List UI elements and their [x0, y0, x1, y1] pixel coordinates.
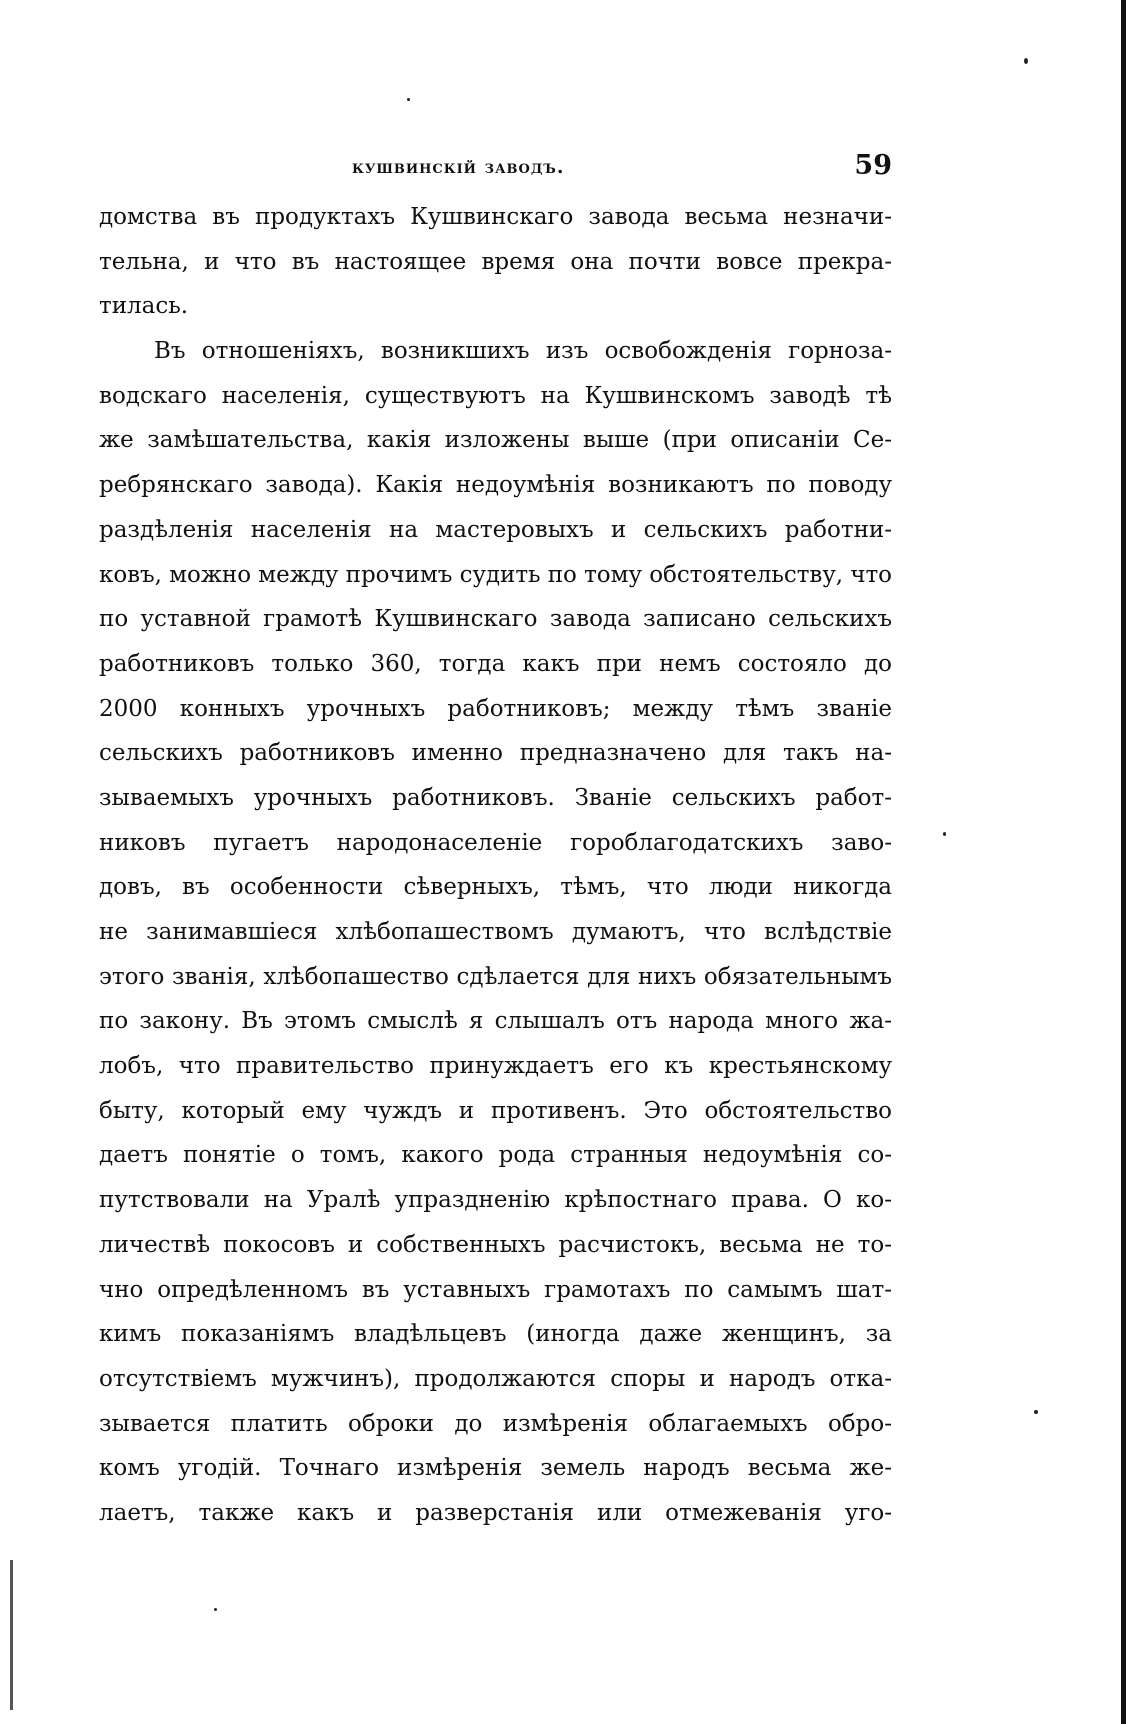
text-line: даетъ понятіе о томъ, какого рода странныя недоумѣнія со-: [99, 1142, 892, 1169]
ink-speck: [1034, 1410, 1038, 1414]
text-line: водскаго населенія, существуютъ на Кушвинскомъ заводѣ тѣ: [99, 382, 892, 409]
text-line: личествѣ покосовъ и собственныхъ расчистокъ, весьма не то-: [99, 1231, 892, 1258]
text-line: раздѣленія населенія на мастеровыхъ и сельскихъ работни-: [99, 516, 892, 543]
ink-speck: [1024, 58, 1028, 64]
text-line: кимъ показаніямъ владѣльцевъ (иногда даже женщинъ, за: [99, 1321, 892, 1348]
text-line: тилась.: [99, 293, 189, 320]
body-text: [99, 195, 892, 1536]
text-line: же замѣшательства, какія изложены выше (при описаніи Се-: [99, 427, 892, 454]
text-line: этого званія, хлѣбопашество сдѣлается для нихъ обязательнымъ: [99, 963, 892, 990]
text-line: работниковъ только 360, тогда какъ при немъ состояло до: [99, 650, 892, 677]
text-line: по закону. Въ этомъ смыслѣ я слышалъ отъ народа много жа-: [99, 1008, 892, 1035]
page-number: 59: [854, 150, 892, 181]
text-line: Въ отношеніяхъ, возникшихъ изъ освобожденія горноза-: [154, 338, 892, 365]
ink-speck: [214, 1608, 217, 1611]
text-line: сельскихъ работниковъ именно предназначено для такъ на-: [99, 740, 892, 767]
text-line: зываемыхъ урочныхъ работниковъ. Званіе сельскихъ работ-: [99, 784, 892, 811]
text-line: путствовали на Уралѣ упраздненію крѣпостнаго права. О ко-: [99, 1187, 892, 1214]
text-line: 2000 конныхъ урочныхъ работниковъ; между тѣмъ званіе: [99, 695, 892, 722]
text-line: ребрянскаго завода). Какія недоумѣнія возникаютъ по поводу: [99, 472, 892, 499]
ink-speck: [943, 832, 946, 836]
text-line: никовъ пугаетъ народонаселеніе гороблагодатскихъ заво-: [99, 829, 892, 856]
left-edge-mark: [10, 1560, 13, 1710]
text-line: домства въ продуктахъ Кушвинскаго завода весьма незначи-: [99, 204, 892, 230]
text-line: отсутствіемъ мужчинъ), продолжаются споры и народъ отка-: [99, 1365, 892, 1392]
text-line: быту, который ему чуждъ и противенъ. Это обстоятельство: [99, 1097, 892, 1124]
page-header: [97, 150, 892, 188]
text-line: по уставной грамотѣ Кушвинскаго завода записано сельскихъ: [99, 606, 892, 633]
text-line: не занимавшіеся хлѣбопашествомъ думаютъ, что вслѣдствіе: [99, 919, 892, 945]
paragraph-2: [99, 329, 892, 1536]
text-line: комъ угодій. Точнаго измѣренія земель народъ весьма же-: [99, 1455, 892, 1482]
ink-speck: [407, 98, 410, 101]
paragraph-1: [99, 195, 892, 329]
text-line: ковъ, можно между прочимъ судить по тому обстоятельству, что: [99, 561, 892, 588]
text-line: лаетъ, также какъ и разверстанія или отмежеванія уго-: [99, 1499, 892, 1526]
text-line: довъ, въ особенности сѣверныхъ, тѣмъ, что люди никогда: [99, 874, 892, 901]
running-title: кушвинскій заводъ.: [352, 156, 565, 178]
text-line: зывается платить оброки до измѣренія облагаемыхъ обро-: [99, 1410, 892, 1437]
text-line: тельна, и что въ настоящее время она почти вовсе прекра-: [99, 248, 892, 275]
text-line: лобъ, что правительство принуждаетъ его къ крестьянскому: [99, 1053, 892, 1080]
page-edge-shadow: [1121, 0, 1126, 1724]
text-line: чно опредѣленномъ въ уставныхъ грамотахъ по самымъ шат-: [99, 1276, 892, 1303]
